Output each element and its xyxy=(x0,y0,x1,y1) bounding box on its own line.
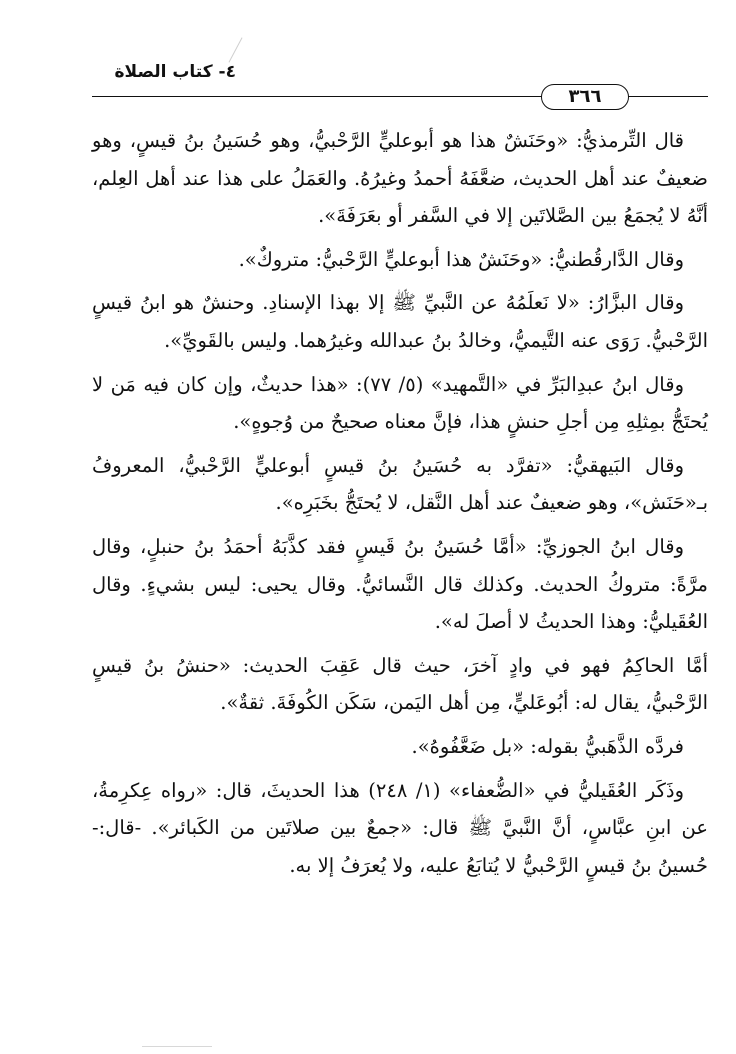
header-rule xyxy=(92,96,542,97)
paragraph-dhahabi: فردَّه الذَّهَبيُّ بقوله: «بل ضَعَّفُوهُ». xyxy=(411,734,684,758)
paragraph-tirmidhi: قال التِّرمذيُّ: «وحَنَشٌ هذا هو أبوعليٍّ الرَّحْبيُّ، وهو حُسَينُ بنُ قيسٍ، وهو ضعيفٌ عند أهل الحديث، ضعَّفَهُ أحمدُ وغيرُهُ. والعَمَلُ على هذا عند أهل العِلم، أنَّهُ لا يُجمَعُ بين الصَّلاتَين إلا في السَّفر أو بعَرَفَةَ». xyxy=(92,129,708,228)
paragraph-ibn-abdulbarr: وقال ابنُ عبدِالبَرِّ في «التَّمهيد» (٥/ ٧٧): «هذا حديثٌ، وإن كان فيه مَن لا يُحتَجُّ بمِثلِهِ مِن أجلِ حنشٍ هذا، فإنَّ معناه صحيحٌ من وُجوهٍ». xyxy=(92,372,708,434)
paragraph-hakim: أمَّا الحاكِمُ فهو في وادٍ آخرَ، حيث قال عَقِبَ الحديث: «حنشُ بنُ قيسٍ الرَّحْبيُّ، يقال له: أبُوعَليٍّ، مِن أهل اليَمن، سَكَن الكُوفَةَ. ثقةٌ». xyxy=(92,653,708,715)
paragraph-ibn-jawzi: وقال ابنُ الجوزيِّ: «أمَّا حُسَينُ بنُ قَيسٍ فقد كذَّبَهُ أحمَدُ بنُ حنبلٍ، وقال مرَّةً: متروكُ الحديث. وكذلك قال النَّسائيُّ. وقال يحيى: ليس بشيءٍ. وقال العُقَيليُّ: وهذا الحديثُ لا أصلَ له». xyxy=(92,534,708,634)
page-number: ٣٦٦ xyxy=(541,84,629,110)
chapter-title: ٤- كتاب الصلاة xyxy=(114,62,236,82)
pen-mark xyxy=(228,37,242,62)
paragraph-daraqutni: وقال الدَّارقُطنيُّ: «وحَنَشٌ هذا أبوعليٍّ الرَّحْبيُّ: متروكٌ». xyxy=(238,247,684,271)
paragraph-bazzar: وقال البزَّارُ: «لا نَعلَمُهُ عن النَّبيِّ ﷺ إلا بهذا الإسنادِ. وحنشٌ هو ابنُ قيسٍ الرَّحْبيُّ. رَوَى عنه التَّيميُّ، وخالدُ بنُ عبدالله وغيرُهما. وليس بالقَويِّ». xyxy=(92,291,708,352)
paragraph-uqayli: وذَكَر العُقَيليُّ في «الضُّعفاء» (١/ ٢٤٨) هذا الحديثَ، قال: «رواه عِكرِمةُ، عن ابنِ عبَّاسٍ، أنَّ النَّبيَّ ﷺ قال: «جمعٌ بين صلاتَين من الكَبائر». -قال:-حُسينُ بنُ قيسٍ الرَّحْبيُّ لا يُتابَعُ عليه، ولا يُعرَفُ إلا به. xyxy=(92,778,708,877)
page-body xyxy=(92,122,708,890)
paragraph-bayhaqi: وقال البَيهقيُّ: «تفرَّد به حُسَينُ بنُ قيسٍ أبوعليٍّ الرَّحْبيُّ، المعروفُ بـ«حَنَش»، وهو ضعيفٌ عند أهل النَّقل، لا يُحتَجُّ بخَبَرِه». xyxy=(92,453,708,515)
header-rule-right xyxy=(628,96,708,97)
footer-rule xyxy=(142,1046,212,1047)
